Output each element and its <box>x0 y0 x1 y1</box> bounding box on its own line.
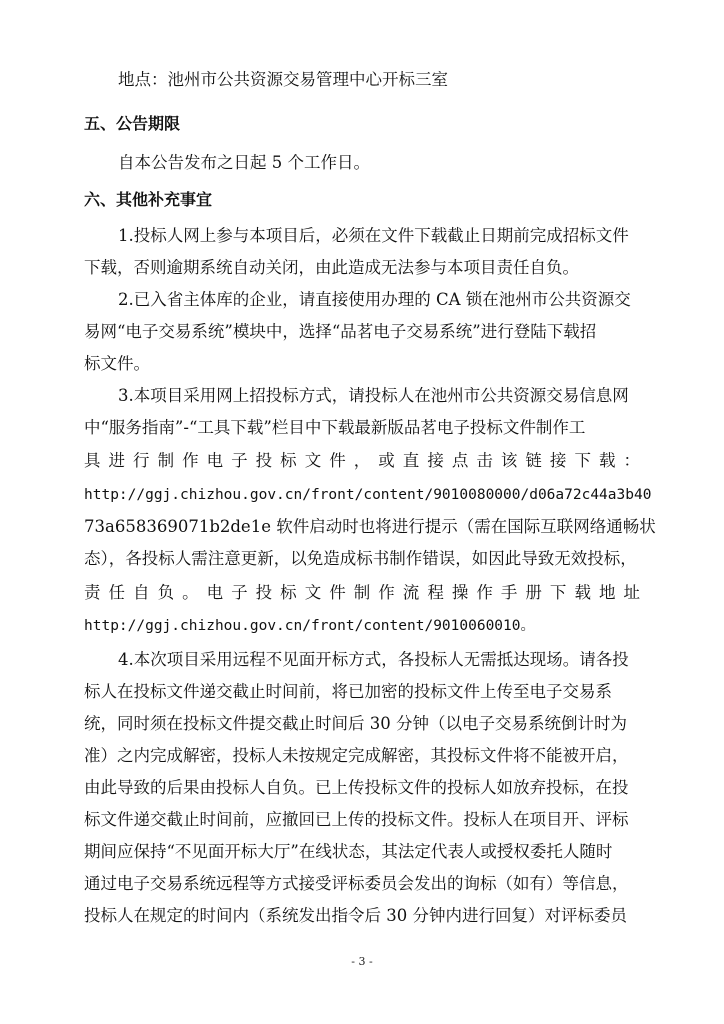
paragraph-line: 下载，否则逾期系统自动关闭，由此造成无法参与本项目责任自负。 <box>84 258 579 277</box>
location-line: 地点：池州市公共资源交易管理中心开标三室 <box>118 70 448 89</box>
paragraph-line: 统，同时须在投标文件提交截止时间后 30 分钟（以电子交易系统倒计时为 <box>84 714 627 733</box>
paragraph-line: 期间应保持“不见面开标大厅”在线状态，其法定代表人或授权委托人随时 <box>84 842 613 861</box>
paragraph-line: 通过电子交易系统远程等方式接受评标委员会发出的询标（如有）等信息， <box>84 874 629 893</box>
paragraph-line: 态），各投标人需注意更新，以免造成标书制作错误，如因此导致无效投标， <box>84 549 637 568</box>
download-link[interactable]: http://ggj.chizhou.gov.cn/front/content/9010080000/d06a72c44a3b40 <box>84 487 652 503</box>
section-6-heading: 六、其他补充事宜 <box>84 190 213 209</box>
paragraph-line: 73a658369071b2de1e 软件启动时也将进行提示（需在国际互联网络通畅状 <box>84 517 656 536</box>
paragraph-line: 标人在投标文件递交截止时间前，将已加密的投标文件上传至电子交易系 <box>84 682 612 701</box>
paragraph-line: 由此导致的后果由投标人自负。已上传投标文件的投标人如放弃投标，在投 <box>84 778 629 797</box>
paragraph-line: 投标人在规定的时间内（系统发出指令后 30 分钟内进行回复）对评标委员 <box>84 906 627 925</box>
paragraph-line: 责任自负。电子投标文件制作流程操作手册下载地址 <box>84 583 640 602</box>
section-5-heading: 五、公告期限 <box>84 114 181 133</box>
section-5-text: 自本公告发布之日起 5 个工作日。 <box>118 153 370 172</box>
paragraph-line: 准）之内完成解密，投标人未按规定完成解密，其投标文件将不能被开启， <box>84 746 629 765</box>
paragraph-line: 标文件。 <box>84 354 150 373</box>
paragraph-line: 易网“电子交易系统”模块中，选择“品茗电子交易系统”进行登陆下载招 <box>84 322 597 341</box>
paragraph-line: 2.已入省主体库的企业，请直接使用办理的 CA 锁在池州市公共资源交 <box>118 290 631 309</box>
paragraph-line: 标文件递交截止时间前，应撤回已上传的投标文件。投标人在项目开、评标 <box>84 810 629 829</box>
paragraph-line: 中“服务指南”-“工具下载”栏目中下载最新版品茗电子投标文件制作工 <box>84 418 586 437</box>
paragraph-line: 3.本项目采用网上招投标方式，请投标人在池州市公共资源交易信息网 <box>118 386 629 405</box>
manual-download-link[interactable]: http://ggj.chizhou.gov.cn/front/content/9010060010。 <box>84 618 535 634</box>
page-number: - 3 - <box>351 955 373 968</box>
paragraph-line: 4.本次项目采用远程不见面开标方式，各投标人无需抵达现场。请各投 <box>118 650 629 669</box>
paragraph-line: 1.投标人网上参与本项目后，必须在文件下载截止日期前完成招标文件 <box>118 226 629 245</box>
paragraph-line: 具进行制作电子投标文件，或直接点击该链接下载： <box>84 451 640 470</box>
